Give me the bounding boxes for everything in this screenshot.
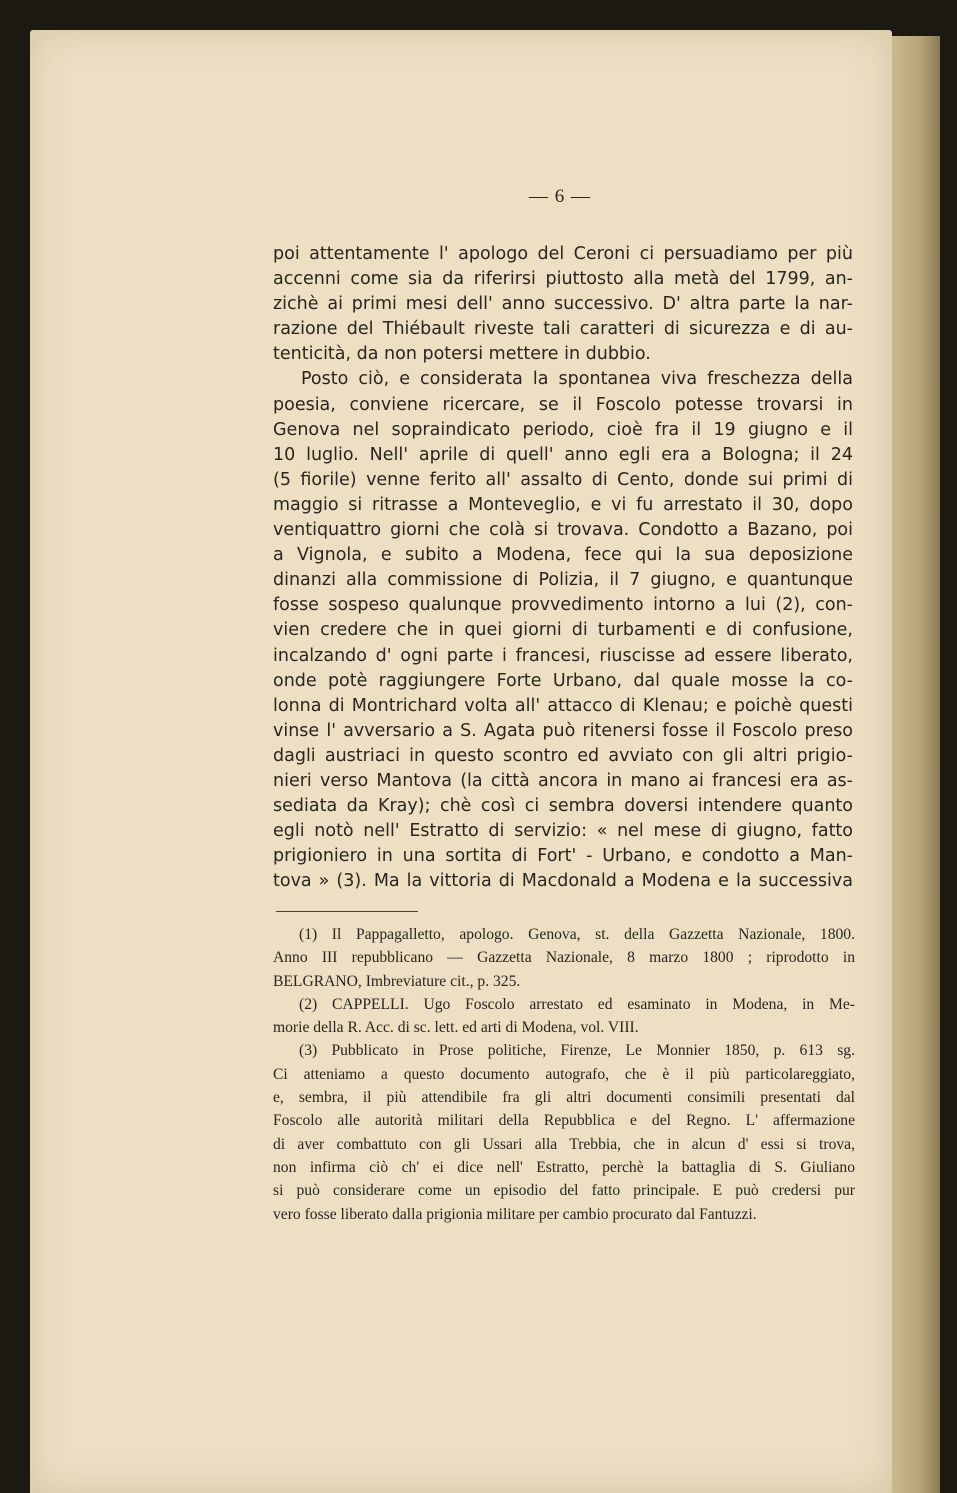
text-line: tenticità, da non potersi mettere in dubbio. bbox=[273, 344, 651, 365]
text-line: (5 fiorile) venne ferito all' assalto di Cento, donde sui primi di bbox=[273, 469, 853, 490]
text-line: fosse sospeso qualunque provvedimento intorno a lui (2), con- bbox=[273, 595, 853, 616]
text-line: nieri verso Mantova (la città ancora in mano ai francesi era as- bbox=[273, 770, 853, 791]
footnote-line: Foscolo alle autorità militari della Repubblica e del Regno. L' affermazione bbox=[273, 1112, 855, 1130]
text-line: ventiquattro giorni che colà si trovava. Condotto a Bazano, poi bbox=[273, 520, 853, 541]
text-line: sediata da Kray); chè così ci sembra doversi intendere quanto bbox=[273, 796, 853, 817]
footnote-line: Ci atteniamo a questo documento autografo, che è il più particolareggiato, bbox=[273, 1065, 855, 1083]
text-line: tova » (3). Ma la vittoria di Macdonald a Modena e la successiva bbox=[273, 871, 853, 892]
footnote-line: non infirma ciò ch' ei dice nell' Estratto, perchè la battaglia di S. Giuliano bbox=[273, 1158, 855, 1176]
facing-page-edge bbox=[888, 36, 940, 1493]
text-line: razione del Thiébault riveste tali caratteri di sicurezza e di au- bbox=[273, 319, 853, 340]
text-line: vinse l' avversario a S. Agata può ritenersi fosse il Foscolo preso bbox=[273, 720, 853, 741]
text-line: dinanzi alla commissione di Polizia, il 7 giugno, e quantunque bbox=[273, 570, 853, 591]
footnote-line: Anno III repubblicano — Gazzetta Nazionale, 8 marzo 1800 ; riprodotto in bbox=[273, 949, 855, 967]
footnote-line: si può considerare come un episodio del fatto principale. E può credersi pur bbox=[273, 1182, 855, 1200]
text-line: Posto ciò, e considerata la spontanea viva freschezza della bbox=[301, 369, 853, 390]
text-line: dagli austriaci in questo scontro ed avviato con gli altri prigio- bbox=[273, 745, 853, 766]
footnote-line: morie della R. Acc. di sc. lett. ed arti di Modena, vol. VIII. bbox=[273, 1019, 639, 1037]
text-line: prigioniero in una sortita di Fort' - Urbano, e condotto a Man- bbox=[273, 846, 853, 867]
footnote-line: di aver combattuto con gli Ussari alla Trebbia, che in alcun d' essi si trova, bbox=[273, 1135, 855, 1153]
text-line: egli notò nell' Estratto di servizio: « nel mese di giugno, fatto bbox=[273, 821, 853, 842]
footnote-line: (1) Il Pappagalletto, apologo. Genova, st. della Gazzetta Nazionale, 1800. bbox=[299, 926, 855, 943]
text-line: poi attentamente l' apologo del Ceroni ci persuadiamo per più bbox=[273, 244, 853, 264]
main-text bbox=[273, 242, 853, 894]
footnote-rule bbox=[276, 911, 418, 912]
footnote-line: e, sembra, il più attendibile fra gli altri documenti consimili presentati dal bbox=[273, 1089, 855, 1107]
text-line: maggio si ritrasse a Monteveglio, e vi fu arrestato il 30, dopo bbox=[273, 494, 853, 515]
footnote-line: (2) CAPPELLI. Ugo Foscolo arrestato ed esaminato in Modena, in Me- bbox=[299, 995, 855, 1013]
text-line: accenni come sia da riferirsi piuttosto alla metà del 1799, an- bbox=[273, 269, 853, 290]
footnote-line: BELGRANO, Imbreviature cit., p. 325. bbox=[273, 972, 521, 990]
text-line: poesia, conviene ricercare, se il Foscolo potesse trovarsi in bbox=[273, 394, 853, 415]
page-number: — 6 — bbox=[529, 186, 591, 207]
text-line: onde potè raggiungere Forte Urbano, dal quale mosse la co- bbox=[273, 670, 853, 691]
text-line: zichè ai primi mesi dell' anno successivo. D' altra parte la nar- bbox=[273, 294, 853, 315]
text-line: a Vignola, e subito a Modena, fece qui la sua deposizione bbox=[273, 545, 853, 566]
footnote-line: vero fosse liberato dalla prigionia militare per cambio procurato dal Fantuzzi. bbox=[273, 1205, 757, 1223]
text-line: vien credere che in quei giorni di turbamenti e di confusione, bbox=[273, 620, 853, 641]
text-line: 10 luglio. Nell' aprile di quell' anno egli era a Bologna; il 24 bbox=[273, 444, 853, 465]
text-line: incalzando d' ogni parte i francesi, riuscisse ad essere liberato, bbox=[273, 645, 853, 666]
footnotes bbox=[273, 923, 855, 1226]
footnote-line: (3) Pubblicato in Prose politiche, Firenze, Le Monnier 1850, p. 613 sg. bbox=[299, 1042, 855, 1060]
text-line: lonna di Montrichard volta all' attacco di Klenau; e poichè questi bbox=[273, 695, 853, 716]
text-line: Genova nel sopraindicato periodo, cioè fra il 19 giugno e il bbox=[273, 419, 853, 440]
